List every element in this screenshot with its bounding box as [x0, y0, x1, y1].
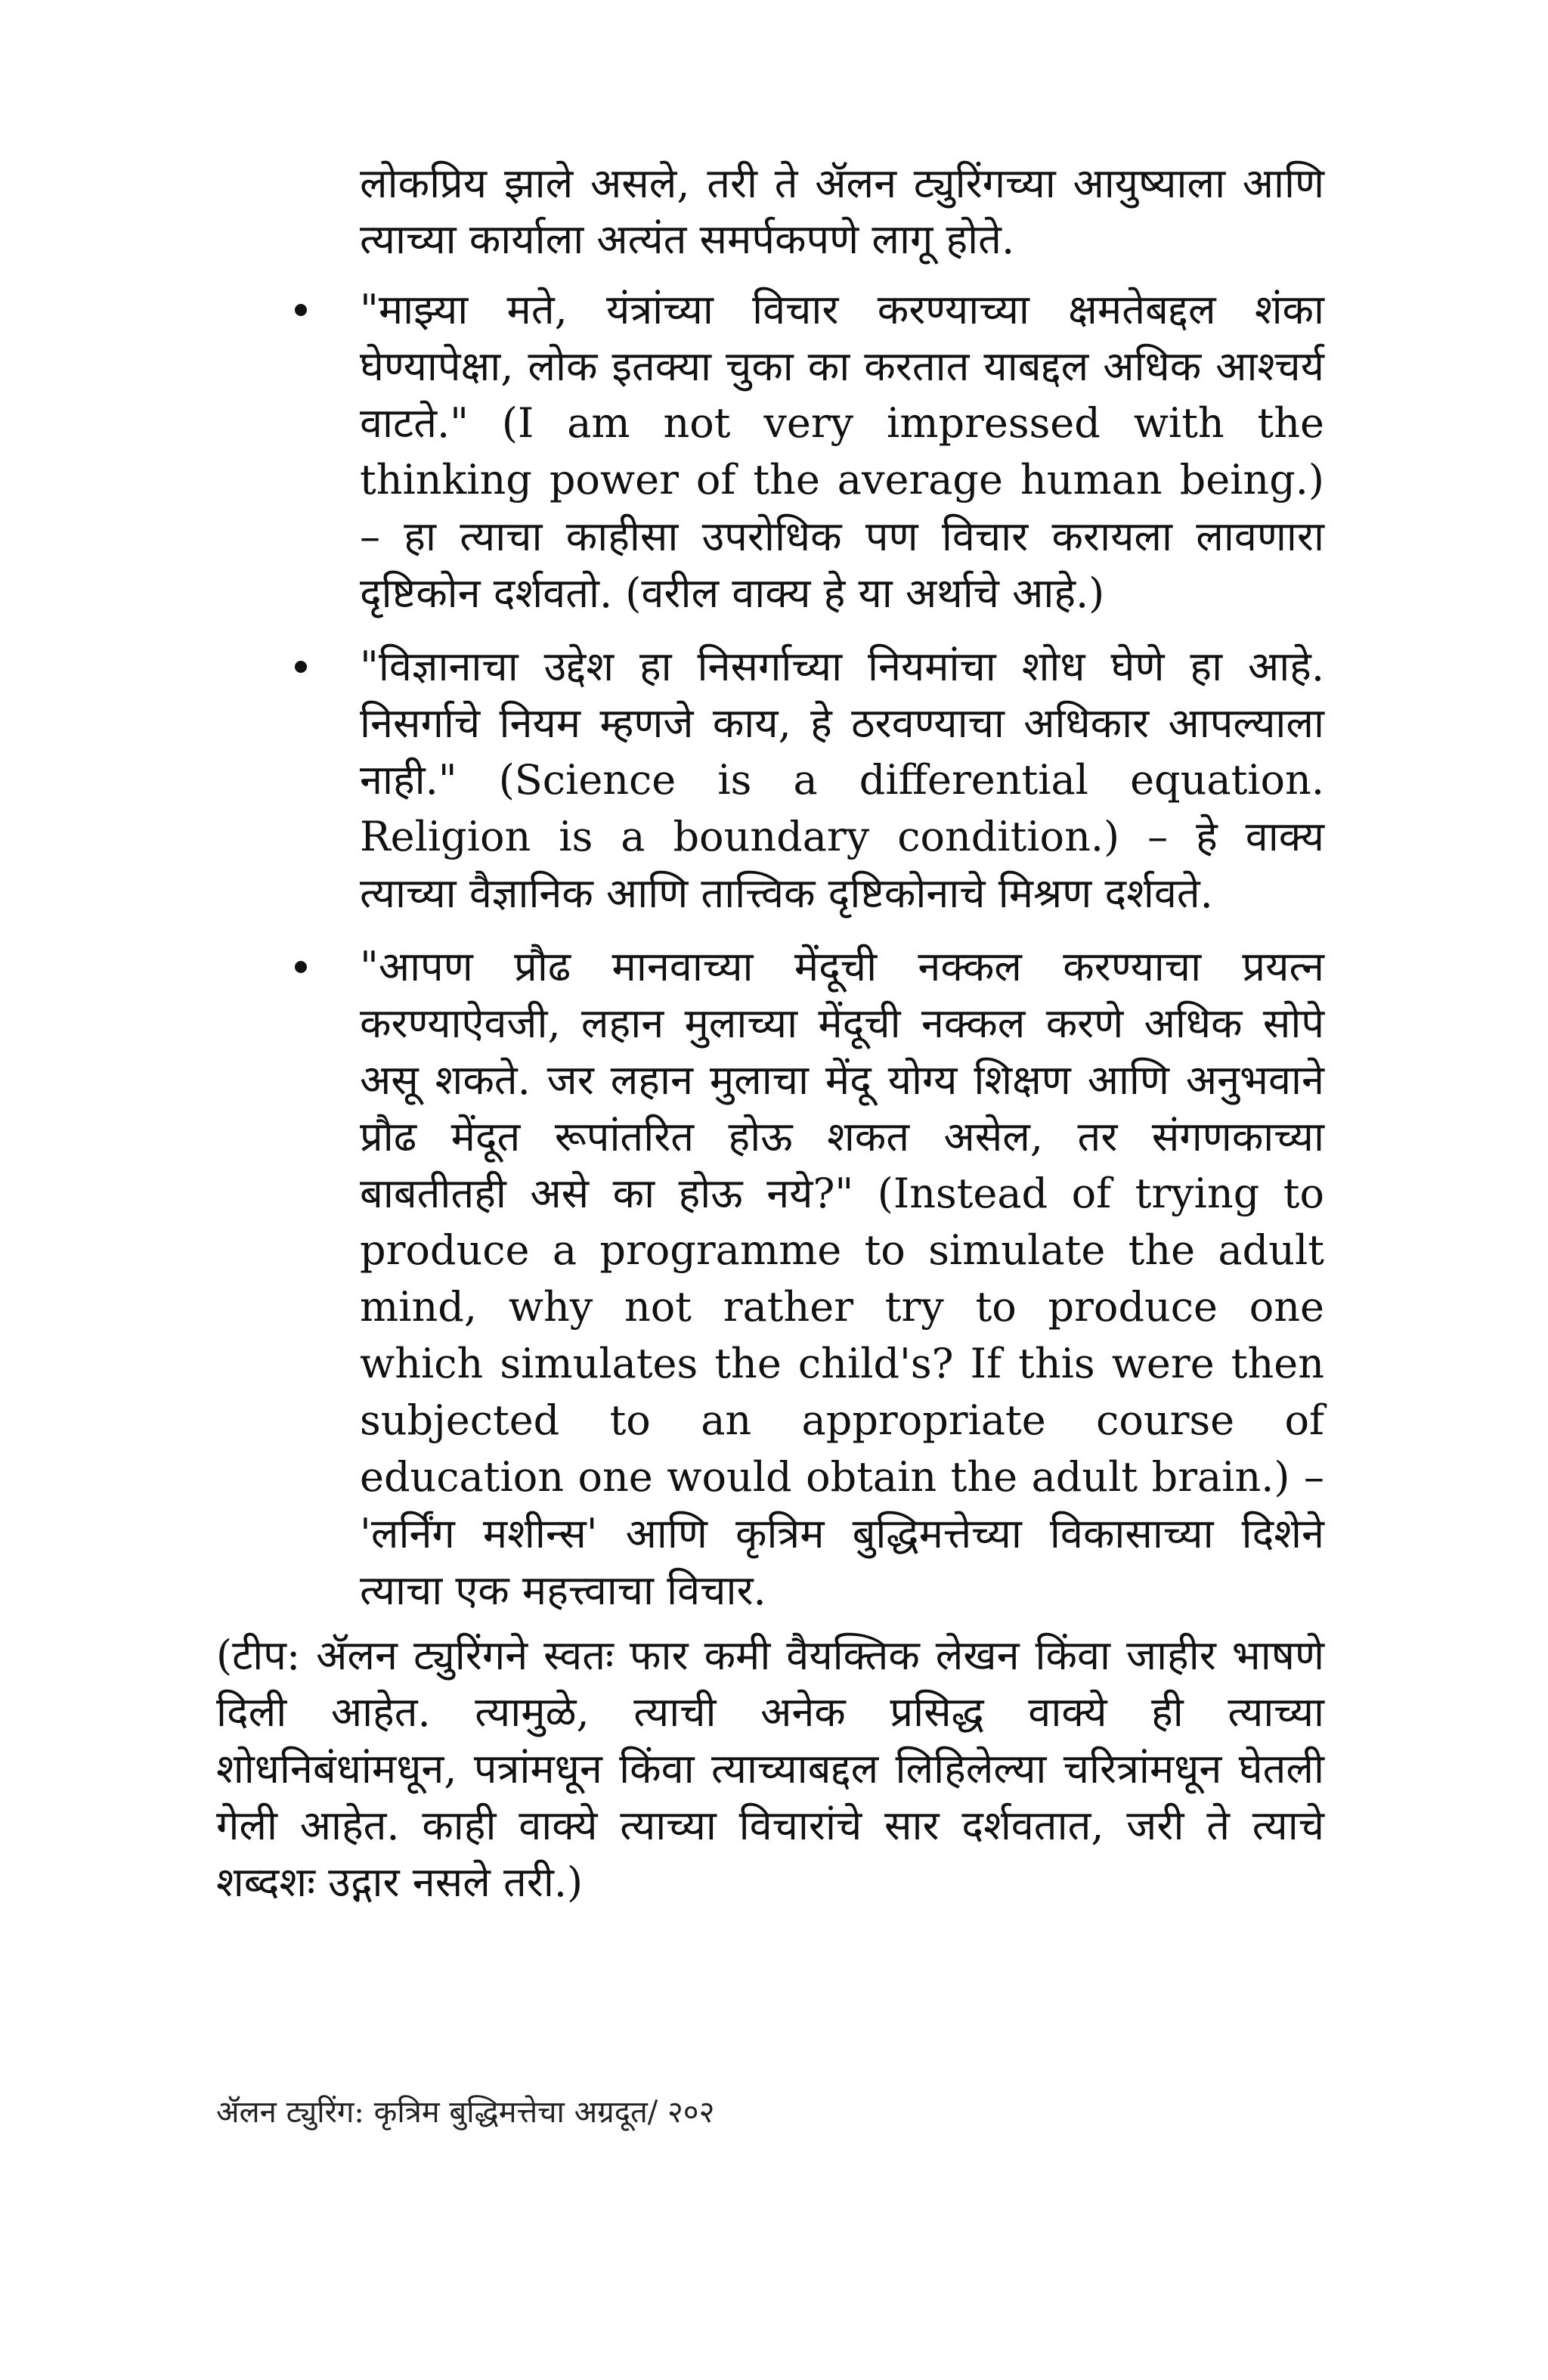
- bullet-icon: [295, 661, 307, 673]
- intro-paragraph: लोकप्रिय झाले असले, तरी ते ॲलन ट्युरिंगच्या आयुष्याला आणि त्याच्या कार्याला अत्यंत समर्पकपणे लागू होते.: [360, 160, 1324, 263]
- quote-item: [360, 281, 1324, 621]
- quote-text: "विज्ञानाचा उद्देश हा निसर्गाच्या नियमांचा शोध घेणे हा आहे. निसर्गाचे नियम म्हणजे काय, हे ठरवण्याचा अधिकार आपल्याला नाही." (Science is a differential equation. Religion is a boundary condition.) – हे वाक्य त्याच्या वैज्ञानिक आणि तात्त्विक दृष्टिकोनाचे मिश्रण दर्शवते.: [360, 643, 1324, 917]
- quote-item: [360, 938, 1324, 1619]
- quote-text: "आपण प्रौढ मानवाच्या मेंदूची नक्कल करण्याचा प्रयत्न करण्याऐवजी, लहान मुलाच्या मेंदूची नक्कल करणे अधिक सोपे असू शकते. जर लहान मुलाचा मेंदू योग्य शिक्षण आणि अनुभवाने प्रौढ मेंदूत रूपांतरित होऊ शकत असेल, तर संगणकाच्या बाबतीतही असे का होऊ नये?" (Instead of trying to produce a programme to simulate the adult mind, why not rather try to produce one which simulates the child's? If this were then subjected to an appropriate course of education one would obtain the adult brain.) – 'लर्निंग मशीन्स' आणि कृत्रिम बुद्धिमत्तेच्या विकासाच्या दिशेने त्याचा एक महत्त्वाचा विचार.: [360, 943, 1324, 1614]
- quote-item: [360, 638, 1324, 922]
- page-footer: ॲलन ट्युरिंग: कृत्रिम बुद्धिमत्तेचा अग्रदूत/ २०२: [216, 2095, 715, 2130]
- bullet-icon: [295, 304, 307, 316]
- footnote-paragraph: (टीप: ॲलन ट्युरिंगने स्वतः फार कमी वैयक्तिक लेखन किंवा जाहीर भाषणे दिली आहेत. त्यामुळे, त्याची अनेक प्रसिद्ध वाक्ये ही त्याच्या शोधनिबंधांमधून, पत्रांमधून किंवा त्याच्याबद्दल लिहिलेल्या चरित्रांमधून घेतली गेली आहेत. काही वाक्ये त्याच्या विचारांचे सार दर्शवतात, जरी ते त्याचे शब्दशः उद्गार नसले तरी.): [216, 1632, 1324, 1906]
- quote-text: "माझ्या मते, यंत्रांच्या विचार करण्याच्या क्षमतेबद्दल शंका घेण्यापेक्षा, लोक इतक्या चुका का करतात याबद्दल अधिक आश्चर्य वाटते." (I am not very impressed with the thinking power of the average human being.) – हा त्याचा काहीसा उपरोधिक पण विचार करायला लावणारा दृष्टिकोन दर्शवतो. (वरील वाक्य हे या अर्थाचे आहे.): [360, 286, 1324, 617]
- quote-list: [360, 281, 1324, 1635]
- bullet-icon: [295, 961, 307, 973]
